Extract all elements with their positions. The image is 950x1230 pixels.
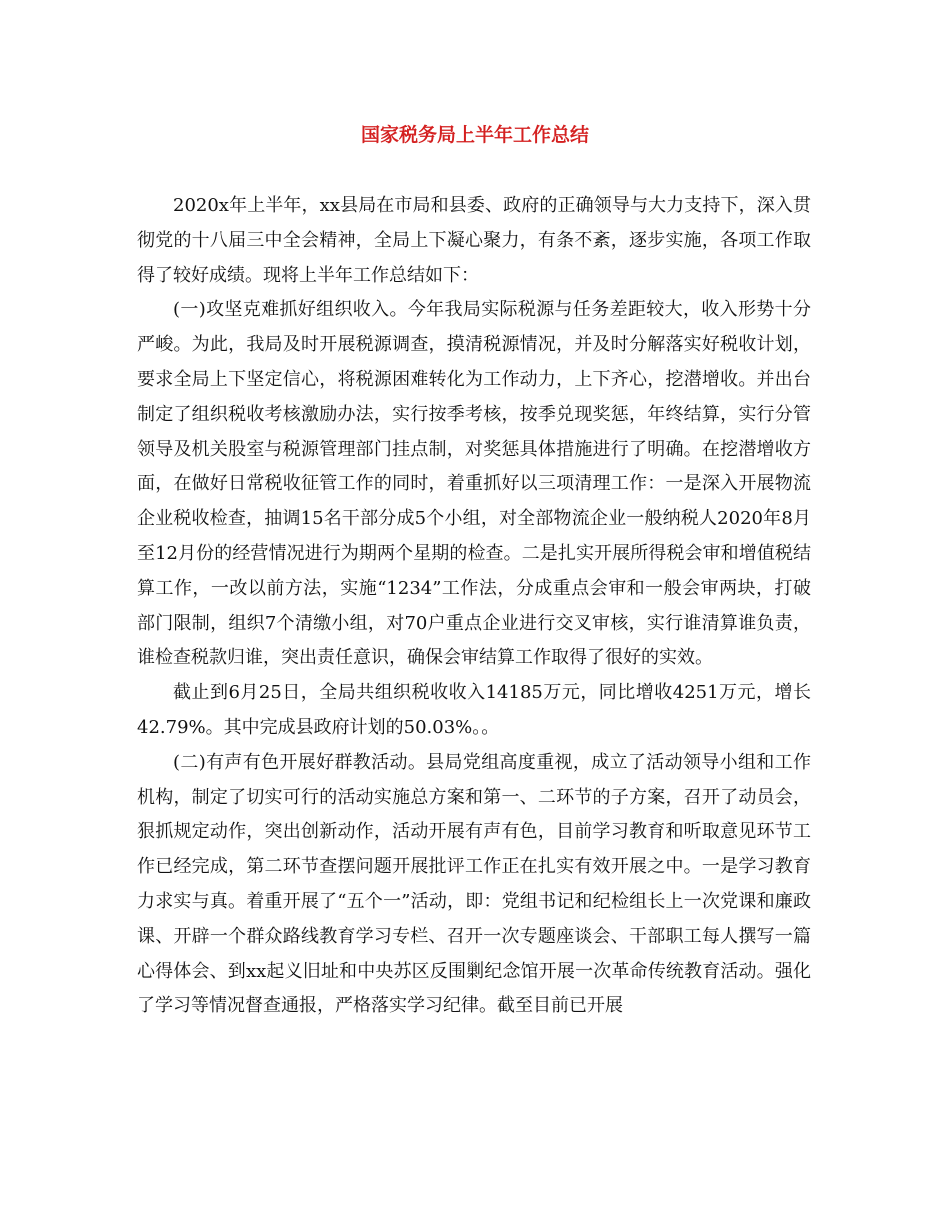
- paragraph-revenue: (一)攻坚克难抓好组织收入。今年我局实际税源与任务差距较大，收入形势十分严峻。为此，我局及时开展税源调查，摸清税源情况，并及时分解落实好税收计划，要求全局上下坚定信心，将税源困难转化为工作动力，上下齐心，挖潜增收。并出台制定了组织税收考核激励办法，实行按季考核，按季兑现奖惩，年终结算，实行分管领导及机关股室与税源管理部门挂点制，对奖惩具体措施进行了明确。在挖潜增收方面，在做好日常税收征管工作的同时，着重抓好以三项清理工作：一是深入开展物流企业税收检查，抽调15名干部分成5个小组，对全部物流企业一般纳税人2020年8月至12月份的经营情况进行为期两个星期的检查。二是扎实开展所得税会审和增值税结算工作，一改以前方法，实施“1234”工作法，分成重点会审和一般会审两块，打破部门限制，组织7个清缴小组，对70户重点企业进行交叉审核，实行谁清算谁负责，谁检查税款归谁，突出责任意识，确保会审结算工作取得了很好的实效。: [137, 299, 811, 669]
- document-body: [137, 189, 811, 1024]
- document-title: 国家税务局上半年工作总结: [360, 124, 589, 146]
- paragraph-intro: 2020x年上半年，xx县局在市局和县委、政府的正确领导与大力支持下，深入贯彻党的十八届三中全会精神，全局上下凝心聚力，有条不紊，逐步实施，各项工作取得了较好成绩。现将上半年工作总结如下：: [137, 195, 811, 286]
- paragraph-education-campaign: (二)有声有色开展好群教活动。县局党组高度重视，成立了活动领导小组和工作机构，制定了切实可行的活动实施总方案和第一、二环节的子方案，召开了动员会，狠抓规定动作，突出创新动作，活动开展有声有色，目前学习教育和听取意见环节工作已经完成，第二环节查摆问题开展批评工作正在扎实有效开展之中。一是学习教育力求实与真。着重开展了“五个一”活动，即：党组书记和纪检组长上一次党课和廉政课、开辟一个群众路线教育学习专栏、召开一次专题座谈会、干部职工每人撰写一篇心得体会、到xx起义旧址和中央苏区反围剿纪念馆开展一次革命传统教育活动。强化了学习等情况督查通报，严格落实学习纪律。截至目前已开展: [137, 751, 811, 1017]
- paragraph-revenue-stats: 截止到6月25日，全局共组织税收收入14185万元，同比增收4251万元，增长42.79%。其中完成县政府计划的50.03%。。: [137, 682, 811, 738]
